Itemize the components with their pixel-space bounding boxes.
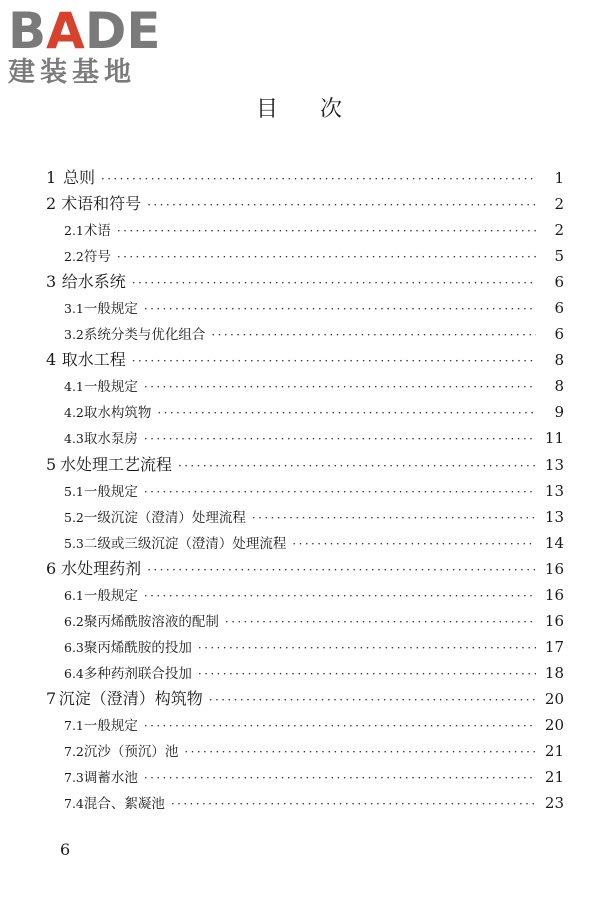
toc-dot-leader (144, 713, 536, 739)
toc-entry-number: 7.3 (64, 770, 84, 786)
toc-entry-page: 21 (544, 768, 564, 787)
toc-entry-number: 2.2 (64, 249, 84, 265)
toc-dot-leader (144, 479, 536, 505)
toc-section-entry[interactable] (44, 608, 564, 634)
toc-entry-number: 4.3 (64, 431, 84, 447)
toc-entry-title: 术语和符号 (61, 194, 142, 214)
toc-entry-title: 水处理药剂 (61, 558, 142, 578)
logo-wordmark: BADE (8, 2, 161, 60)
toc-section-entry[interactable] (44, 217, 564, 243)
toc-entry-title: 一般规定 (83, 379, 138, 396)
toc-entry-title: 聚丙烯酰胺的投加 (83, 639, 192, 656)
toc-entry-page: 13 (544, 481, 564, 500)
toc-entry-page: 6 (554, 273, 564, 292)
toc-entry-number: 5.3 (64, 535, 84, 551)
toc-section-entry[interactable] (44, 530, 564, 556)
toc-entry-number: 5 (46, 454, 57, 474)
toc-entry-number: 2.1 (64, 223, 84, 239)
toc-entry-title: 一级沉淀（澄清）处理流程 (83, 509, 246, 526)
toc-dot-leader (101, 166, 536, 192)
toc-entry-number: 6 (46, 558, 57, 578)
toc-entry-number: 6.4 (64, 665, 84, 681)
toc-dot-leader (132, 348, 536, 374)
toc-dot-leader (292, 531, 536, 557)
toc-entry-number: 7.1 (64, 717, 84, 733)
toc-section-entry[interactable] (44, 790, 564, 816)
toc-dot-leader (147, 557, 536, 583)
toc-entry-title: 术语 (83, 223, 111, 240)
toc-chapter-entry[interactable] (44, 452, 564, 478)
toc-entry-title: 一般规定 (83, 587, 138, 604)
toc-entry-page: 13 (544, 455, 564, 474)
bade-logo (8, 2, 178, 88)
toc-entry-number: 6.3 (64, 639, 84, 655)
toc-entry-page: 6 (554, 325, 564, 344)
toc-entry-title: 总则 (62, 168, 95, 187)
toc-entry-page: 8 (554, 377, 564, 396)
toc-section-entry[interactable] (44, 582, 564, 608)
table-of-contents (44, 165, 564, 816)
toc-entry-page: 2 (554, 221, 564, 240)
toc-entry-page: 11 (544, 429, 564, 448)
toc-dot-leader (157, 400, 536, 426)
toc-entry-number: 5.1 (64, 483, 84, 499)
toc-entry-number: 7.2 (64, 744, 84, 760)
toc-entry-page: 14 (544, 533, 564, 552)
toc-entry-number: 2 (46, 194, 57, 214)
toc-entry-number: 3.2 (64, 327, 84, 343)
toc-section-entry[interactable] (44, 243, 564, 269)
toc-entry-number: 6.1 (64, 587, 84, 603)
toc-entry-number: 3 (46, 272, 57, 292)
toc-entry-page: 18 (544, 663, 564, 682)
toc-entry-title: 一般规定 (83, 301, 138, 318)
toc-entry-title: 一般规定 (83, 717, 138, 734)
toc-entry-page: 8 (554, 351, 564, 370)
toc-entry-page: 16 (544, 611, 564, 630)
toc-dot-leader (198, 661, 536, 687)
toc-entry-page: 23 (544, 794, 564, 813)
toc-entry-page: 16 (544, 559, 564, 578)
toc-section-entry[interactable] (44, 373, 564, 399)
toc-chapter-entry[interactable] (44, 191, 564, 217)
toc-section-entry[interactable] (44, 321, 564, 347)
toc-chapter-entry[interactable] (44, 165, 564, 191)
toc-dot-leader (211, 322, 536, 348)
toc-dot-leader (225, 609, 536, 635)
toc-dot-leader (117, 218, 536, 244)
toc-dot-leader (171, 791, 536, 817)
toc-dot-leader (178, 453, 536, 479)
toc-entry-number: 3.1 (64, 301, 84, 317)
toc-entry-page: 13 (544, 507, 564, 526)
toc-chapter-entry[interactable] (44, 347, 564, 373)
toc-section-entry[interactable] (44, 738, 564, 764)
toc-entry-title: 一般规定 (83, 483, 138, 500)
toc-entry-title: 取水工程 (61, 350, 126, 370)
logo-chinese-name: 建装基地 (8, 57, 136, 88)
toc-chapter-entry[interactable] (44, 556, 564, 582)
toc-section-entry[interactable] (44, 425, 564, 451)
toc-entry-page: 1 (554, 169, 564, 187)
toc-section-entry[interactable] (44, 504, 564, 530)
toc-entry-number: 5.2 (64, 509, 84, 525)
toc-section-entry[interactable] (44, 634, 564, 660)
toc-entry-number: 4.1 (64, 379, 84, 395)
toc-entry-title: 混合、絮凝池 (83, 796, 165, 813)
toc-chapter-entry[interactable] (44, 269, 564, 295)
toc-entry-number: 4 (46, 350, 57, 370)
toc-dot-leader (209, 687, 536, 713)
toc-dot-leader (252, 505, 536, 531)
toc-dot-leader (117, 244, 536, 270)
toc-dot-leader (144, 426, 536, 452)
toc-entry-title: 取水泵房 (83, 431, 138, 448)
toc-entry-title: 取水构筑物 (83, 405, 152, 422)
toc-dot-leader (132, 270, 536, 296)
toc-entry-page: 5 (554, 247, 564, 266)
toc-entry-title: 系统分类与优化组合 (83, 327, 206, 344)
toc-section-entry[interactable] (44, 295, 564, 321)
toc-entry-title: 聚丙烯酰胺溶液的配制 (83, 613, 219, 630)
toc-section-entry[interactable] (44, 478, 564, 504)
toc-entry-page: 17 (544, 637, 564, 656)
toc-section-entry[interactable] (44, 764, 564, 790)
toc-section-entry[interactable] (44, 660, 564, 686)
toc-entry-page: 9 (554, 403, 564, 422)
toc-section-entry[interactable] (44, 399, 564, 425)
toc-entry-title: 给水系统 (61, 272, 126, 292)
toc-entry-title: 沉沙（预沉）池 (83, 744, 179, 761)
toc-entry-title: 多种药剂联合投加 (83, 665, 192, 682)
toc-entry-number: 7 (46, 688, 57, 708)
toc-entry-page: 20 (544, 689, 564, 708)
toc-entry-number: 1 (46, 168, 57, 187)
toc-dot-leader (198, 635, 536, 661)
toc-section-entry[interactable] (44, 712, 564, 738)
toc-entry-page: 16 (544, 585, 564, 604)
toc-entry-title: 二级或三级沉淀（澄清）处理流程 (83, 535, 287, 552)
toc-dot-leader (144, 296, 536, 322)
toc-entry-title: 沉淀（澄清）构筑物 (58, 688, 203, 708)
toc-entry-page: 20 (544, 715, 564, 734)
page-number: 6 (60, 840, 71, 859)
page-title: 目次 (255, 97, 384, 122)
toc-entry-title: 水处理工艺流程 (59, 454, 172, 474)
toc-entry-page: 6 (554, 299, 564, 318)
toc-dot-leader (144, 765, 536, 791)
toc-chapter-entry[interactable] (44, 686, 564, 712)
toc-entry-number: 7.4 (64, 796, 84, 812)
toc-entry-title: 调蓄水池 (83, 770, 138, 787)
toc-entry-page: 21 (544, 742, 564, 761)
toc-entry-page: 2 (554, 195, 564, 214)
toc-dot-leader (144, 583, 536, 609)
toc-dot-leader (144, 374, 536, 400)
toc-entry-number: 4.2 (64, 405, 84, 421)
toc-entry-number: 6.2 (64, 613, 84, 629)
toc-dot-leader (184, 739, 536, 765)
toc-dot-leader (147, 192, 536, 218)
toc-entry-title: 符号 (83, 249, 111, 266)
